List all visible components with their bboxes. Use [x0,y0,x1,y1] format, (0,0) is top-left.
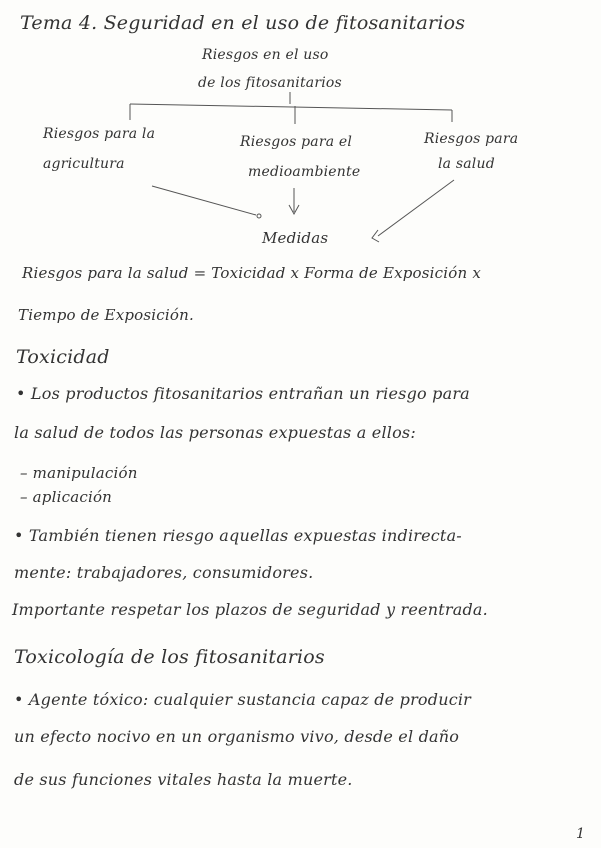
arrow-left-line [152,186,256,215]
diagram-root-line2: de los fitosanitarios [198,75,342,91]
diagram-branch-agriculture-line2: agricultura [43,156,125,172]
diagram-measures: Medidas [262,229,329,247]
page-number: 1 [576,826,586,842]
paragraph-line: • Los productos fitosanitarios entrañan un riesgo para [16,384,470,403]
paragraph-line: la salud de todos las personas expuestas a ellos: [14,423,416,442]
paragraph-line: mente: trabajadores, consumidores. [14,563,314,582]
list-item: – aplicación [20,488,113,506]
list-item: – manipulación [20,464,138,482]
branch-bar [130,104,452,110]
diagram-branch-health-line1: Riesgos para [424,131,519,147]
formula-line1: Riesgos para la salud = Toxicidad x Forma de Exposición x [22,264,481,282]
important-note: Importante respetar los plazos de seguridad y reentrada. [12,600,488,619]
paragraph-line: • Agente tóxico: cualquier sustancia capaz de producir [14,690,472,709]
diagram-root-line1: Riesgos en el uso [202,47,329,63]
arrow-right-head [372,230,379,242]
diagram-branch-environment-line1: Riesgos para el [240,134,353,150]
arrow-left-head [257,214,261,218]
section-heading-toxicologia: Toxicología de los fitosanitarios [14,646,325,668]
paragraph-line: de sus funciones vitales hasta la muerte. [14,770,353,789]
paragraph-line: • También tienen riesgo aquellas expuestas indirecta- [14,526,462,545]
paragraph-line: un efecto nocivo en un organismo vivo, desde el daño [14,727,460,746]
diagram-branch-health-line2: la salud [438,156,495,172]
page-title: Tema 4. Seguridad en el uso de fitosanitarios [20,12,466,34]
formula-line2: Tiempo de Exposición. [18,306,194,324]
diagram-branch-agriculture-line1: Riesgos para la [43,126,156,142]
arrow-right-line [378,180,454,236]
diagram-branch-environment-line2: medioambiente [248,164,361,180]
section-heading-toxicidad: Toxicidad [16,346,110,368]
